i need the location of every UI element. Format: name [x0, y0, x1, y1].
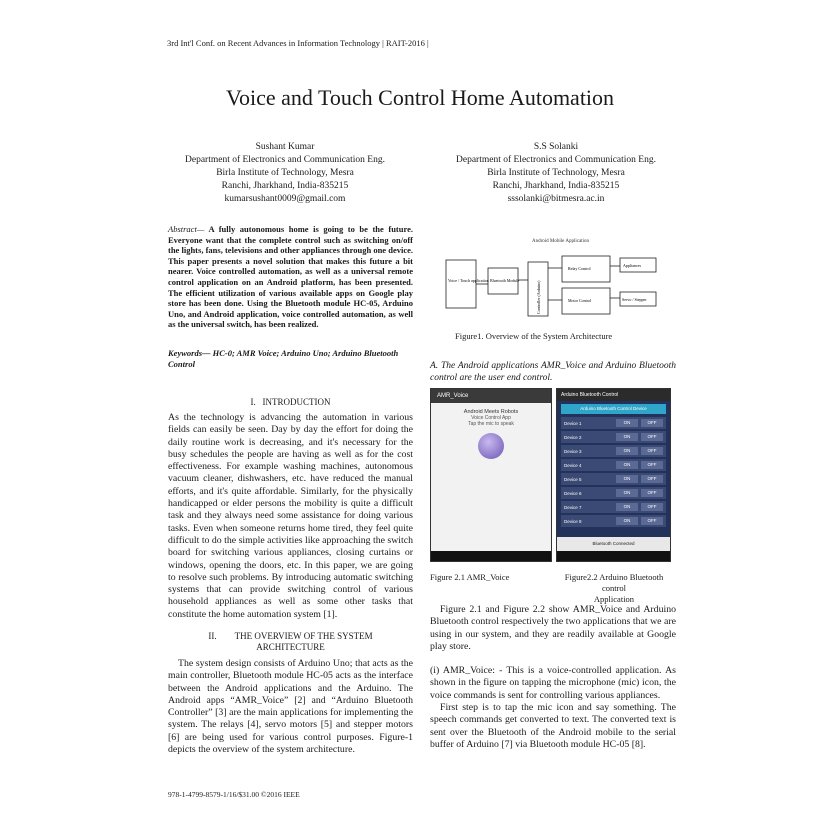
- servo-label: Servo / Stepper: [622, 297, 647, 302]
- right-column-text: [430, 604, 676, 751]
- device-row: [561, 473, 666, 485]
- author-1: [135, 141, 435, 206]
- device-row: [561, 515, 666, 527]
- figure1-caption: Figure1. Overview of the System Architecture: [455, 331, 613, 341]
- status-bar: Bluetooth Connected: [557, 537, 670, 551]
- author-2: [406, 141, 706, 206]
- device-off-button[interactable]: OFF: [641, 475, 663, 483]
- device-label: Device 5: [564, 476, 582, 482]
- device-row: [561, 459, 666, 471]
- figure2-1-caption: Figure 2.1 AMR_Voice: [430, 572, 510, 582]
- device-row: [561, 487, 666, 499]
- paragraph: First step is to tap the mic icon and say something. The speech commands get converted to text. The converted text is sent over the Bluetooth of the Android mobile to the serial buffer of Arduino [7] via Bluetooth module HC-05 [8].: [430, 702, 676, 750]
- author-dept: Department of Electronics and Communication Eng.: [456, 155, 656, 165]
- voice-app-block: [446, 260, 476, 308]
- copyright-footer: 978-1-4799-8579-1/16/$31.00 ©2016 IEEE: [168, 790, 300, 799]
- device-row: [561, 431, 666, 443]
- device-off-button[interactable]: OFF: [641, 489, 663, 497]
- device-list: [557, 417, 670, 527]
- device-label: Device 8: [564, 518, 582, 524]
- device-on-button[interactable]: ON: [616, 433, 638, 441]
- device-off-button[interactable]: OFF: [641, 447, 663, 455]
- conference-header: 3rd Int'l Conf. on Recent Advances in Information Technology | RAIT-2016 |: [167, 38, 429, 48]
- figure2-2-caption-line1: Figure2.2 Arduino Bluetooth control: [564, 572, 664, 593]
- author-address: Ranchi, Jharkhand, India-835215: [492, 181, 620, 191]
- author-institute: Birla Institute of Technology, Mesra: [487, 168, 625, 178]
- paper-title: Voice and Touch Control Home Automation: [225, 85, 615, 110]
- app-hint: Tap the mic to speak: [468, 421, 514, 427]
- introduction-text: [168, 412, 413, 621]
- author-institute: Birla Institute of Technology, Mesra: [216, 168, 354, 178]
- device-off-button[interactable]: OFF: [641, 517, 663, 525]
- nav-bar: [431, 551, 551, 561]
- app-subheading: Voice Control App: [471, 415, 511, 421]
- device-off-button[interactable]: OFF: [641, 503, 663, 511]
- author-email: kumarsushant0009@gmail.com: [224, 194, 346, 204]
- device-label: Device 7: [564, 504, 582, 510]
- abstract-label: Abstract—: [168, 224, 205, 234]
- paragraph: As the technology is advancing the automation in various fields can easily be seen. Day by day the effort for doing the daily routine work is decreasing, and it's necessary for the busy schedules the people are having as well as for the cost effectiveness. For example washing machines, autonomous vacuum cleaner, dishwashers, etc. have reduced the manual efforts, and it's quite affordable. Similarly, for the physically handicapped or elder persons the mobility is quite a difficult task and they always need some assistance for doing various tasks. Even when someone returns home tired, they feel quite difficult to do the simple activities like approaching the switch board for switching various appliances, closing curtains or windows, opening the doors, etc. In this paper, we are going to resolve such problems. By introducing automatic switching systems that can provide switching control of various household appliances as well as some other tasks that constitute the home automation system [1].: [168, 412, 413, 620]
- device-off-button[interactable]: OFF: [641, 433, 663, 441]
- section-heading-introduction: [168, 397, 413, 407]
- author-name: Sushant Kumar: [255, 142, 315, 152]
- device-row: [561, 445, 666, 457]
- device-on-button[interactable]: ON: [616, 475, 638, 483]
- device-on-button[interactable]: ON: [616, 517, 638, 525]
- device-label: Device 6: [564, 490, 582, 496]
- app-title-bar: AMR_Voice: [431, 389, 551, 403]
- abstract: [168, 224, 413, 330]
- controller-label: Controller (Arduino): [536, 280, 541, 314]
- system-architecture-diagram: [432, 224, 680, 324]
- paragraph: The system design consists of Arduino Uno; that acts as the main controller, Bluetooth module HC-05 acts as the interface between the Android applications and the Arduino. The Android apps “AMR_Voice” [2] and “Arduino Bluetooth Controller” [3] are the main applications for implementing the system. The relays [4], servo motors [5] and stepper motors [6] are being used for various control purposes. Figure-1 depicts the overview of the system architecture.: [168, 658, 413, 756]
- amr-voice-screenshot: [430, 388, 552, 562]
- paragraph: (i) AMR_Voice: - This is a voice-controlled application. As shown in the figure on tapping the microphone (mic) icon, the voice commands is sent for controlling various appliances.: [430, 665, 676, 701]
- relay-label: Relay Control: [568, 266, 591, 271]
- device-on-button[interactable]: ON: [616, 503, 638, 511]
- author-name: S.S Solanki: [533, 142, 579, 152]
- arduino-bluetooth-screenshot: [556, 388, 671, 562]
- device-off-button[interactable]: OFF: [641, 461, 663, 469]
- device-label: Device 2: [564, 434, 582, 440]
- device-row: [561, 501, 666, 513]
- abstract-text: A fully autonomous home is going to be the future. Everyone want that the complete control such as switching on/off the lights, fans, televisions and other appliances through one device. This paper presents a novel solution that makes this future a bit nearer. Voice controlled automation, as well as a universal remote control application on an Android platform, has been presented. The efficient utilization of various available apps on Google play store has been done. Using the Bluetooth module HC-05, Arduino Uno, and Android application, voice controlled automation, as well as the universal switch, has been realized.: [168, 224, 414, 330]
- nav-bar: [557, 551, 670, 561]
- motor-label: Motor Control: [568, 298, 592, 303]
- author-dept: Department of Electronics and Communication Eng.: [185, 155, 385, 165]
- appliances-label: Appliances: [623, 263, 641, 268]
- diagram-top-label: Android Mobile Application: [532, 239, 589, 244]
- voice-app-label: Voice / Touch application: [448, 278, 489, 283]
- device-label: Device 1: [564, 420, 582, 426]
- device-on-button[interactable]: ON: [616, 447, 638, 455]
- figure2-2-caption: [554, 572, 674, 605]
- device-on-button[interactable]: ON: [616, 419, 638, 427]
- paragraph: Figure 2.1 and Figure 2.2 show AMR_Voice and Arduino Bluetooth control respectively the two applications that we are using in our system, and they are readily available at Google play store.: [430, 604, 676, 652]
- section-title: INTRODUCTION: [262, 397, 331, 407]
- keywords: Keywords— HC-0; AMR Voice; Arduino Uno; Arduino Bluetooth Control: [168, 348, 399, 369]
- section-title-line1: THE OVERVIEW OF THE SYSTEM: [234, 631, 373, 641]
- device-off-button[interactable]: OFF: [641, 419, 663, 427]
- figure2-2-caption-line2: Application: [593, 594, 635, 604]
- author-address: Ranchi, Jharkhand, India-835215: [221, 181, 349, 191]
- device-on-button[interactable]: ON: [616, 461, 638, 469]
- bluetooth-label: Bluetooth Module: [490, 278, 520, 283]
- device-label: Device 3: [564, 448, 582, 454]
- device-on-button[interactable]: ON: [616, 489, 638, 497]
- device-row: [561, 417, 666, 429]
- app-banner: Arduino Bluetooth Control Device: [561, 404, 666, 414]
- app-heading: Android Meets Robots: [463, 409, 519, 415]
- section-number: II.: [208, 631, 217, 641]
- app-title-bar: Arduino Bluetooth Control: [557, 389, 670, 401]
- subsection-a: A. The Android applications AMR_Voice and Arduino Bluetooth control are the user end control.: [430, 361, 676, 383]
- overview-text: [168, 658, 413, 756]
- device-label: Device 4: [564, 462, 582, 468]
- section-number: I.: [250, 397, 256, 407]
- section-heading-overview: [168, 631, 413, 653]
- author-email: sssolanki@bitmesra.ac.in: [507, 194, 605, 204]
- section-title-line2: ARCHITECTURE: [256, 642, 325, 652]
- mic-icon[interactable]: [478, 433, 504, 459]
